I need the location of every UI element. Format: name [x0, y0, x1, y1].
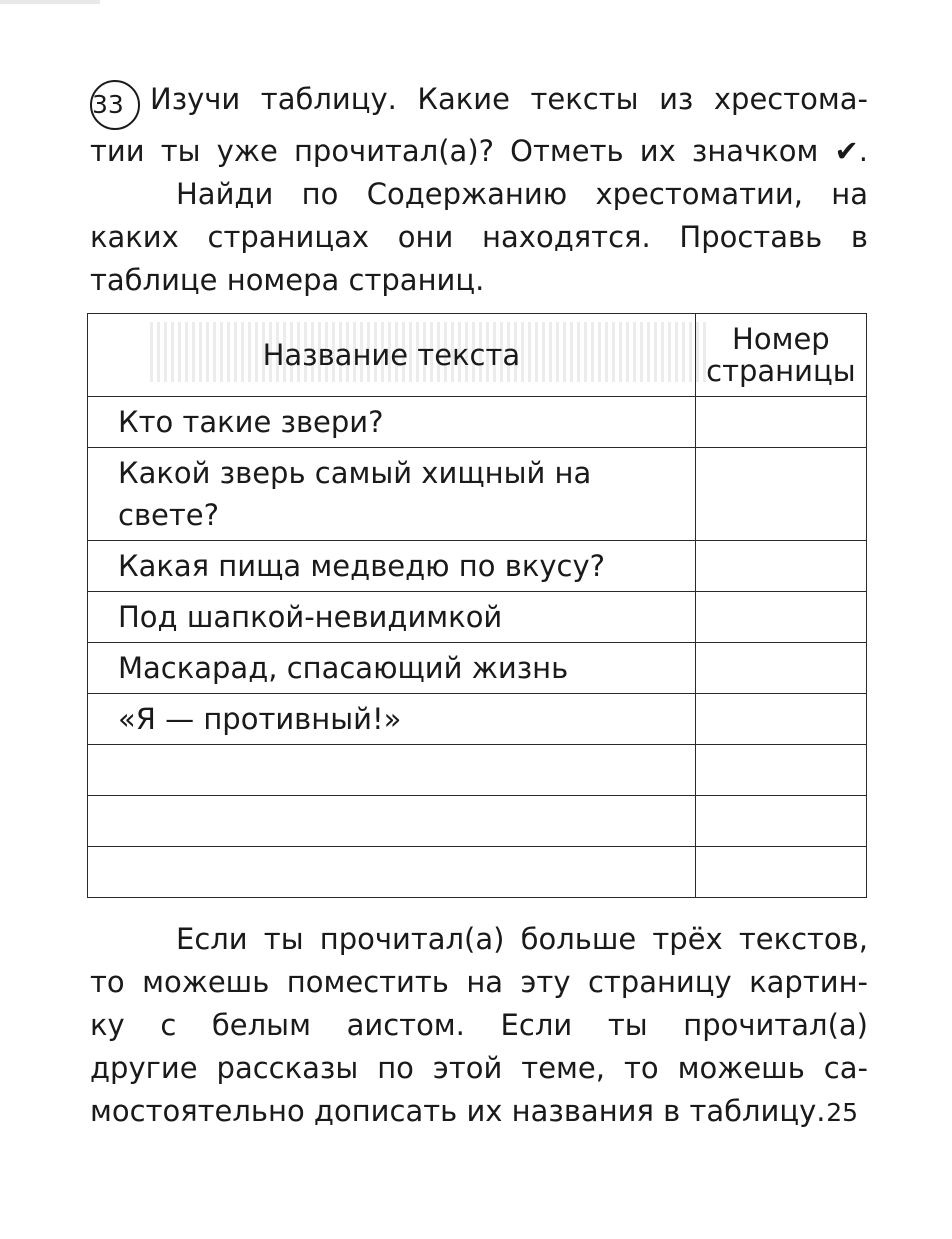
page-number: 25	[826, 1098, 858, 1127]
task-text-line-1: Изучи таблицу. Какие тексты из хрестома-	[150, 82, 868, 116]
task-line-4: каких страницах они находятся. Проставь в	[90, 220, 868, 254]
task-line-3	[90, 173, 868, 216]
footer-text-line-1: Если ты прочитал(а) больше трёх текстов,	[176, 922, 868, 956]
table-row	[88, 694, 867, 745]
page-number-cell[interactable]	[695, 397, 866, 448]
table-header-row	[88, 314, 867, 397]
footer-line-1	[90, 918, 868, 961]
page-number-cell[interactable]	[695, 745, 866, 796]
task-line-2: тии ты уже прочитал(а)? Отметь их значком ✔.	[90, 134, 868, 168]
page-number-cell[interactable]	[695, 541, 866, 592]
text-name-cell: «Я — противный!»	[88, 694, 696, 745]
text-name-cell: Кто такие звери?	[88, 397, 696, 448]
text-name-cell: Какой зверь самый хищный на свете?	[88, 448, 696, 541]
page-number-cell[interactable]	[695, 643, 866, 694]
task-instructions	[90, 78, 868, 302]
header-page-line-2: страницы	[706, 354, 856, 388]
table-row	[88, 847, 867, 898]
task-number-badge: 33	[90, 80, 140, 130]
page-number-cell[interactable]	[695, 796, 866, 847]
footer-line-4: другие рассказы по этой теме, то можешь са-	[90, 1051, 868, 1085]
page-number-cell[interactable]	[695, 847, 866, 898]
header-page-line-1: Номер	[732, 322, 830, 356]
footer-line-2: то можешь поместить на эту страницу картин-	[90, 965, 868, 999]
empty-name-cell[interactable]	[88, 796, 696, 847]
task-line-5: таблице номера страниц.	[90, 263, 485, 297]
text-name-cell: Под шапкой-невидимкой	[88, 592, 696, 643]
empty-name-cell[interactable]	[88, 745, 696, 796]
text-name-cell: Маскарад, спасающий жизнь	[88, 643, 696, 694]
footer-line-5: мостоятельно дописать их названия в таблицу.	[90, 1094, 826, 1128]
task-line-1	[90, 78, 868, 130]
texts-table	[87, 313, 867, 898]
table-row	[88, 541, 867, 592]
table-row	[88, 397, 867, 448]
table-row	[88, 592, 867, 643]
empty-name-cell[interactable]	[88, 847, 696, 898]
table-row	[88, 796, 867, 847]
task-text-line-3: Найди по Содержанию хрестоматии, на	[176, 177, 868, 211]
page-number-cell[interactable]	[695, 448, 866, 541]
scan-edge-shadow	[0, 0, 100, 4]
table-row	[88, 643, 867, 694]
table-row	[88, 448, 867, 541]
header-page-number	[695, 314, 866, 397]
footer-line-3: ку с белым аистом. Если ты прочитал(а)	[90, 1008, 868, 1042]
page-number-cell[interactable]	[695, 592, 866, 643]
footer-paragraph	[90, 918, 868, 1133]
table-row	[88, 745, 867, 796]
header-text-name: Название текста	[88, 314, 696, 397]
page-number-cell[interactable]	[695, 694, 866, 745]
text-name-cell: Какая пища медведю по вкусу?	[88, 541, 696, 592]
